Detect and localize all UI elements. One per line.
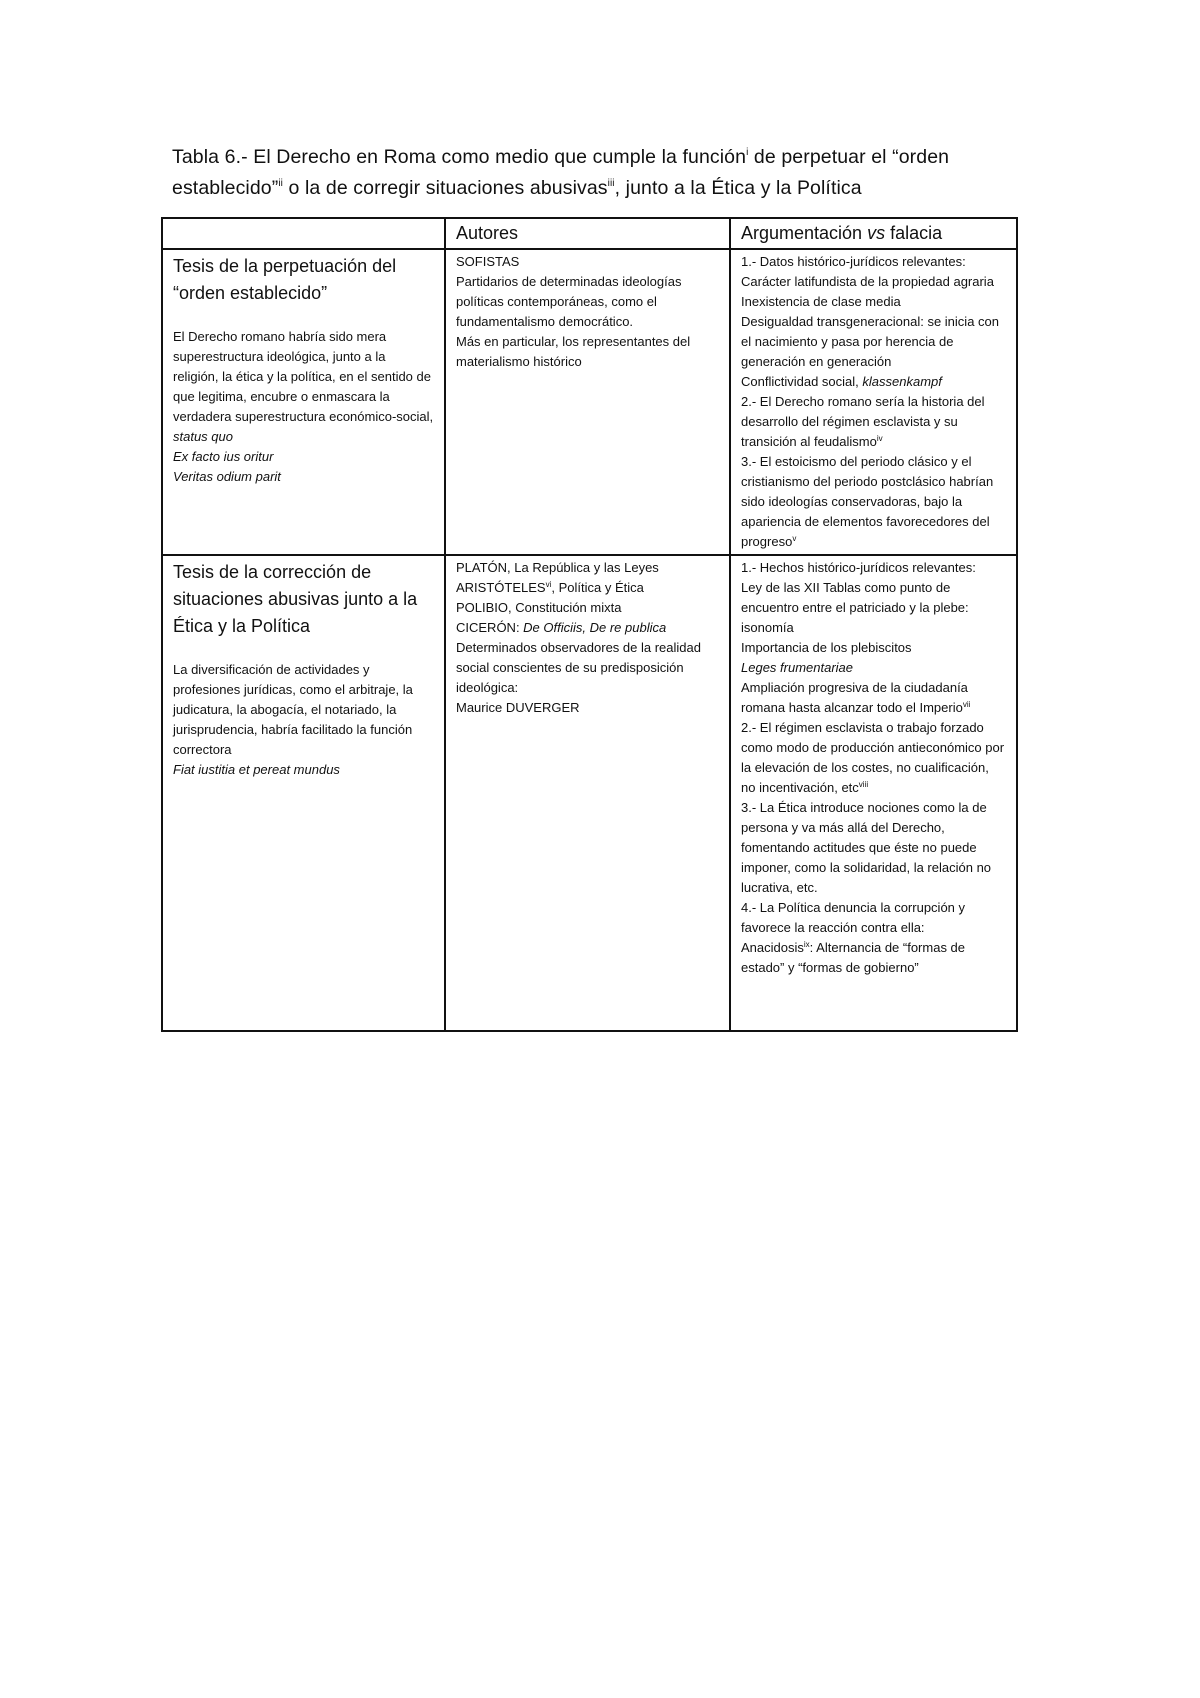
author-entry: SOFISTAS [456, 254, 520, 269]
argument-line: isonomía [741, 620, 794, 635]
argument-line: 1.- Datos histórico-jurídicos relevantes: [741, 254, 966, 269]
italic-phrase: Fiat iustitia et pereat mundus [173, 762, 340, 777]
argument-text: 2.- El régimen esclavista o trabajo forzado como modo de producción antieconómico por la elevación de los costes, no cualificación, no incentivación, etc [741, 720, 1008, 795]
footnote-ref-v[interactable]: v [792, 534, 797, 543]
header-arg-text: Argumentación [741, 223, 868, 243]
table-row [162, 249, 1017, 555]
author-name: CICERÓN: [456, 620, 524, 635]
argument-line: Desigualdad transgeneracional: se inicia con el nacimiento y pasa por herencia de generación en generación [741, 314, 1003, 369]
footnote-ref-ix[interactable]: ix [803, 940, 810, 949]
author-entry: POLIBIO, Constitución mixta [456, 600, 622, 615]
table-caption [172, 142, 1022, 204]
argument-line [741, 678, 1006, 718]
author-entry: Partidarios de determinadas ideologías políticas contemporáneas, como el fundamentalismo democrático. [456, 274, 686, 329]
caption-text-4: , junto a la Ética y la Política [614, 177, 862, 199]
footnote-ref-iv[interactable]: iv [876, 434, 883, 443]
comparison-table [161, 217, 1018, 1032]
header-vs: vs [867, 223, 886, 243]
author-entry [456, 578, 719, 598]
argument-cell [730, 555, 1017, 1031]
argument-line [741, 372, 1006, 392]
header-autores: Autores [445, 218, 730, 249]
author-entry [456, 618, 719, 638]
footnote-ref-viii[interactable]: viii [858, 780, 869, 789]
italic-phrase: status quo [173, 429, 233, 444]
author-entry: Determinados observadores de la realidad social conscientes de su predisposición ideológica: [456, 640, 705, 695]
caption-text-3: o la de corregir situaciones abusivas [283, 177, 608, 199]
argument-line: Importancia de los plebiscitos [741, 640, 912, 655]
authors-cell [445, 555, 730, 1031]
argument-line: Leges frumentariae [741, 660, 854, 675]
author-entry: Más en particular, los representantes del materialismo histórico [456, 334, 694, 369]
argument-line: Inexistencia de clase media [741, 294, 901, 309]
argument-line [741, 452, 1006, 552]
author-entry: Maurice DUVERGER [456, 700, 580, 715]
argument-line [741, 938, 1006, 978]
author-works: De Officiis, De re publica [523, 620, 667, 635]
header-empty-cell [162, 218, 445, 249]
header-falacia: falacia [885, 223, 943, 243]
argument-text: 2.- El Derecho romano sería la historia del desarrollo del régimen esclavista y su transición al feudalismo [741, 394, 989, 449]
argument-line [741, 718, 1006, 798]
argument-italic: klassenkampf [862, 374, 942, 389]
header-argumentacion [730, 218, 1017, 249]
footnote-ref-vi[interactable]: vi [545, 580, 552, 589]
thesis-cell [162, 555, 445, 1031]
author-entry: PLATÓN, La República y las Leyes [456, 560, 659, 575]
argument-line: Ley de las XII Tablas como punto de encuentro entre el patriciado y la plebe: [741, 580, 969, 615]
thesis-cell [162, 249, 445, 555]
author-name: ARISTÓTELES [456, 580, 546, 595]
argument-line [741, 392, 1006, 452]
thesis-description [173, 327, 434, 487]
argument-text: Anacidosis [741, 940, 804, 955]
thesis-desc-text: El Derecho romano habría sido mera superestructura ideológica, junto a la religión, la ética y la política, en el sentido de que legitima, encubre o enmascara la verdadera superestructura económico-social, [173, 329, 434, 424]
argument-text: Conflictividad social, [741, 374, 863, 389]
caption-text-1: Tabla 6.- El Derecho en Roma como medio que cumple la función [172, 146, 747, 168]
argument-line: 1.- Hechos histórico-jurídicos relevantes: [741, 560, 976, 575]
footnote-ref-ii[interactable]: ii [278, 178, 284, 189]
thesis-title: Tesis de la corrección de situaciones abusivas junto a la Ética y la Política [173, 562, 418, 636]
argument-text: : Alternancia de “formas de estado” y “formas de gobierno” [741, 940, 969, 975]
italic-phrase: Veritas odium parit [173, 469, 281, 484]
argument-line: 3.- La Ética introduce nociones como la de persona y va más allá del Derecho, fomentando actitudes que éste no puede imponer, como la solidaridad, la relación no lucrativa, etc. [741, 800, 995, 895]
argument-text: Ampliación progresiva de la ciudadanía romana hasta alcanzar todo el Imperio [741, 680, 972, 715]
argument-text: 3.- El estoicismo del periodo clásico y el cristianismo del periodo postclásico habrían sido ideologías conservadoras, bajo la apariencia de elementos favorecedores del progreso [741, 454, 997, 549]
thesis-title: Tesis de la perpetuación del “orden establecido” [173, 256, 397, 303]
authors-cell [445, 249, 730, 555]
italic-phrase: Ex facto ius oritur [173, 449, 274, 464]
argument-line: Carácter latifundista de la propiedad agraria [741, 274, 994, 289]
footnote-ref-i[interactable]: i [746, 147, 749, 158]
thesis-desc-text: La diversificación de actividades y profesiones jurídicas, como el arbitraje, la judicatura, la abogacía, el notariado, la jurisprudencia, habría facilitado la función correctora [173, 662, 413, 757]
caption-text-2: de perpetuar el “orden establecido” [172, 146, 950, 199]
argument-line: 4.- La Política denuncia la corrupción y favorece la reacción contra ella: [741, 900, 969, 935]
footnote-ref-iii[interactable]: iii [607, 178, 615, 189]
author-works: , Política y Ética [551, 580, 644, 595]
table-row [162, 555, 1017, 1031]
footnote-ref-vii[interactable]: vii [962, 700, 971, 709]
argument-cell [730, 249, 1017, 555]
table-header-row [162, 218, 1017, 249]
thesis-description [173, 660, 434, 780]
